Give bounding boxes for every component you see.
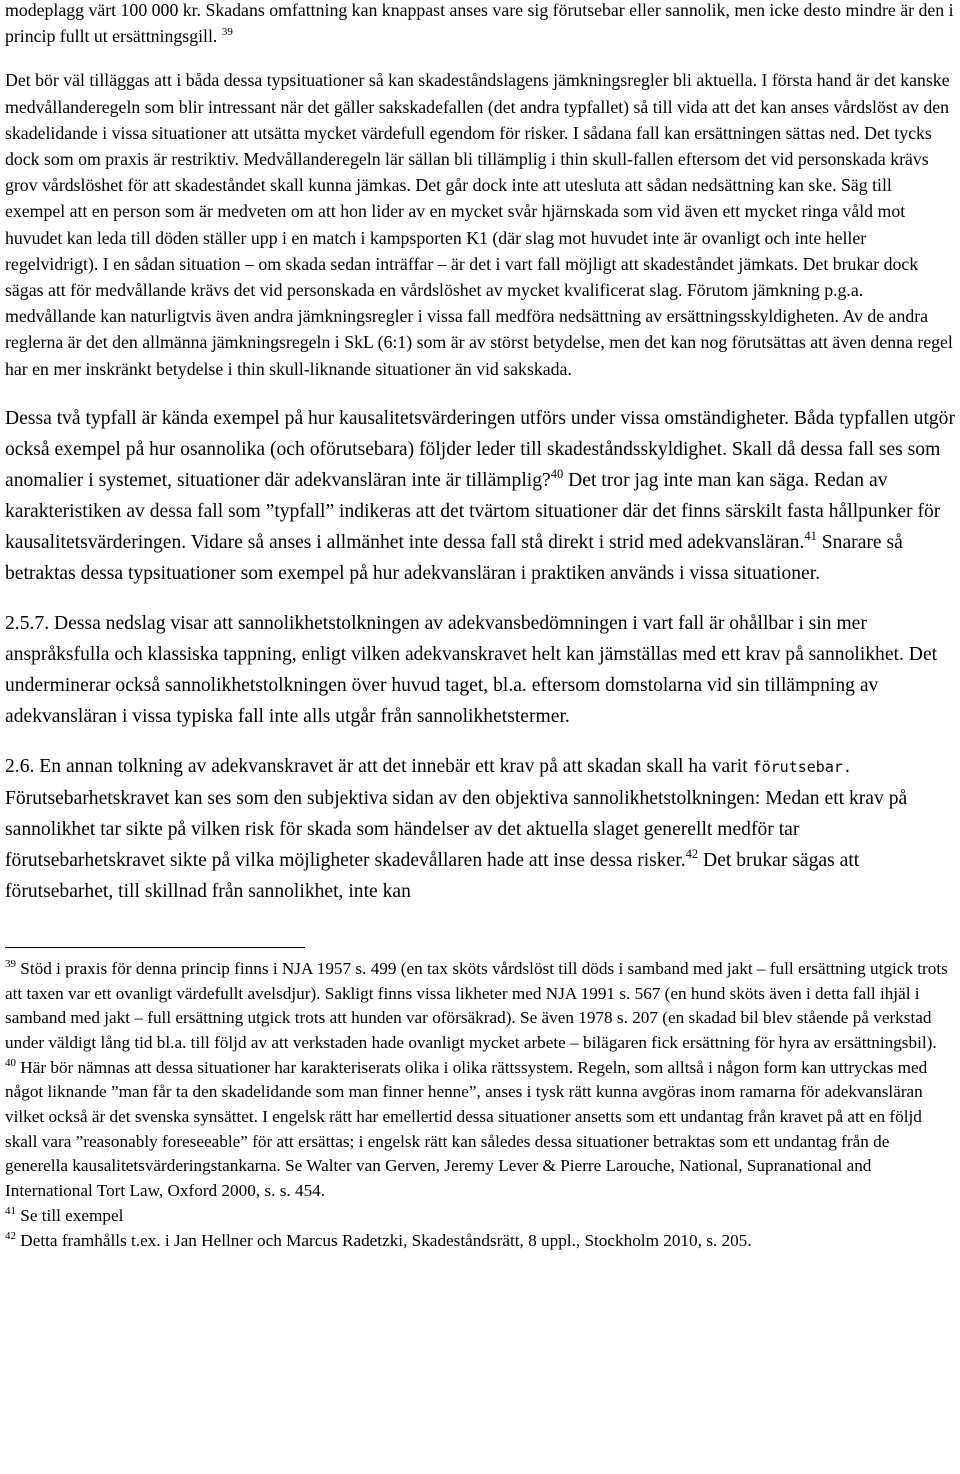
paragraph-3	[5, 403, 955, 589]
footnote-text: Detta framhålls t.ex. i Jan Hellner och Marcus Radetzki, Skadeståndsrätt, 8 uppl., Stockholm 2010, s. 205.	[16, 1230, 752, 1250]
footnote-number: 39	[5, 957, 16, 970]
footnote-text: Stöd i praxis för denna princip finns i NJA 1957 s. 499 (en tax sköts vårdslöst till döds i samband med jakt – full ersättning utgick trots att taxen var ett ovanligt värdefullt avelsdjur). Sakligt finns vissa likheter med NJA 1991 s. 567 (en hund sköts även i detta fall ihjäl i samband med jakt – full ersättning utgick trots att hunden var oförsäkrad). Se även 1978 s. 207 (en skadad bil blev stående på verkstad under väldigt lång tid bl.a. till följd av att verkstaden hade ovanligt mycket arbete – bilägaren fick ersättning för hyra av ersättningsbil).	[5, 958, 948, 1052]
paragraph-5-mono-word: förutsebar.	[752, 757, 852, 776]
footnote-text: Här bör nämnas att dessa situationer har karakteriserats olika i olika rättssystem. Regeln, som alltså i någon form kan uttryckas med något liknande ”man får ta den skadelidande som man finner henne”, anses i tysk rätt kunna avgöras inom ramarna för adekvansläran vilket också är det svenska synsättet. I engelsk rätt har emellertid dessa situationer ansetts som ett undantag från kravet på att en följd skall vara ”reasonably foreseeable” för att ersättas; i engelsk rätt kan således dessa situationer betraktas som ett undantag från de generella kausalitetsvärderingstankarna. Se Walter van Gerven, Jeremy Lever & Pierre Larouche, National, Supranational and International Tort Law, Oxford 2000, s. s. 454.	[5, 1057, 928, 1201]
paragraph-section-2-5-7	[5, 608, 955, 732]
footnote-number: 42	[5, 1229, 16, 1242]
footnote-42	[5, 1229, 955, 1254]
paragraph-5-text-a: 2.6. En annan tolkning av adekvanskravet är att det innebär ett krav på att skadan skall ha varit	[5, 755, 753, 777]
paragraph-section-2-6	[5, 751, 955, 907]
paragraph-5-text-b: Förutsebarhetskravet kan ses som den subjektiva sidan av den objektiva sannolikhetstolkningen: Medan ett krav på sannolikhet tar sikte på vilken risk för skada som händelser av det aktuella slaget generellt medför tar förutsebarhetskravet sikte på vilka möjligheter skadevållaren hade att inse dessa risker.	[5, 787, 908, 871]
paragraph-3-text-c: Snarare så betraktas dessa typsituationer som exempel på hur adekvansläran i praktiken används i vissa situationer.	[5, 531, 903, 584]
footnote-ref-42[interactable]: 42	[685, 846, 699, 861]
paragraph-5-text-c: Det brukar sägas att förutsebarhet, till skillnad från sannolikhet, inte kan	[5, 849, 860, 902]
footnote-41	[5, 1204, 955, 1229]
footnote-39	[5, 957, 955, 1056]
footnote-number: 40	[5, 1056, 16, 1069]
paragraph-1-text: modeplagg värt 100 000 kr. Skadans omfattning kan knappast anses vare sig förutsebar eller sannolik, men icke desto mindre är den i princip fullt ut ersättningsgill.	[5, 0, 954, 47]
footnote-number: 41	[5, 1204, 16, 1217]
document-page	[5, 0, 955, 1253]
paragraph-2-text: Det bör väl tilläggas att i båda dessa typsituationer så kan skadeståndslagens jämkningsregler bli aktuella. I första hand är det kanske medvållanderegeln som blir intressant när det gäller sakskadefallen (det andra typfallet) så till vida att det kan anses vårdslöst av den skadelidande i vissa situationer att utsätta mycket värdefull egendom för risker. I sådana fall kan ersättningen sättas ned. Det tycks dock som om praxis är restriktiv. Medvållanderegeln lär sällan bli tillämplig i thin skull-fallen eftersom det vid personskada krävs grov vårdslöshet för att skadeståndet skall kunna jämkas. Det går dock inte att utesluta att sådan nedsättning kan ske. Säg till exempel att en person som är medveten om att hon lider av en mycket svår hjärnskada som vid även ett mycket ringa våld mot huvudet kan leda till döden ställer upp i en match i kampsporten K1 (där slag mot huvudet inte är ovanligt och inte heller regelvidrigt). I en sådan situation – om skada sedan inträffar – är det i vart fall möjligt att skadeståndet jämkats. Det brukar dock sägas att för medvållande krävs det vid personskada en vårdslöshet av mycket kvalificerat slag. Förutom jämkning p.g.a. medvållande kan naturligtvis även andra jämkningsregler i vissa fall medföra nedsättning av ersättningsskyldigheten. Av de andra reglerna är det den allmänna jämkningsregeln i SkL (6:1) som är av störst betydelse, men det kan nog förutsättas att även denna regel har en mer inskränkt betydelse i thin skull-liknande situationer än vid sakskada.	[5, 70, 953, 379]
paragraph-4-text: 2.5.7. Dessa nedslag visar att sannolikhetstolkningen av adekvansbedömningen i vart fall är ohållbar i sin mer anspråksfulla och klassiska tappning, enligt vilken adekvanskravet helt kan jämställas med ett krav på sannolikhet. Det underminerar också sannolikhetstolkningen över huvud taget, bl.a. eftersom domstolarna vid sin tillämpning av adekvansläran i vissa typiska fall inte alls utgår från sannolikhetstermer.	[5, 612, 938, 727]
footnote-ref-39[interactable]: 39	[221, 26, 233, 39]
paragraph-3-text-a: Dessa två typfall är kända exempel på hur kausalitetsvärderingen utförs under vissa omständigheter. Båda typfallen utgör också exempel på hur osannolika (och oförutsebara) följder leder till skadeståndsskyldighet. Skall då dessa fall ses som anomalier i systemet, situationer där adekvansläran inte är tillämplig?	[5, 407, 955, 491]
footnote-ref-41[interactable]: 41	[804, 528, 817, 543]
footnote-text: Se till exempel	[16, 1205, 124, 1225]
footnotes	[5, 957, 955, 1253]
paragraph-2	[5, 67, 955, 381]
footnote-40	[5, 1056, 955, 1204]
footnote-ref-40[interactable]: 40	[550, 466, 564, 481]
paragraph-1	[5, 0, 955, 49]
paragraph-3-text-b: Det tror jag inte man kan säga. Redan av karakteristiken av dessa fall som ”typfall” indikeras att det tvärtom situationer där det finns särskilt fasta hållpunker för kausalitetsvärderingen. Vidare så anses i allmänhet inte dessa fall stå direkt i strid med adekvansläran.	[5, 469, 941, 553]
